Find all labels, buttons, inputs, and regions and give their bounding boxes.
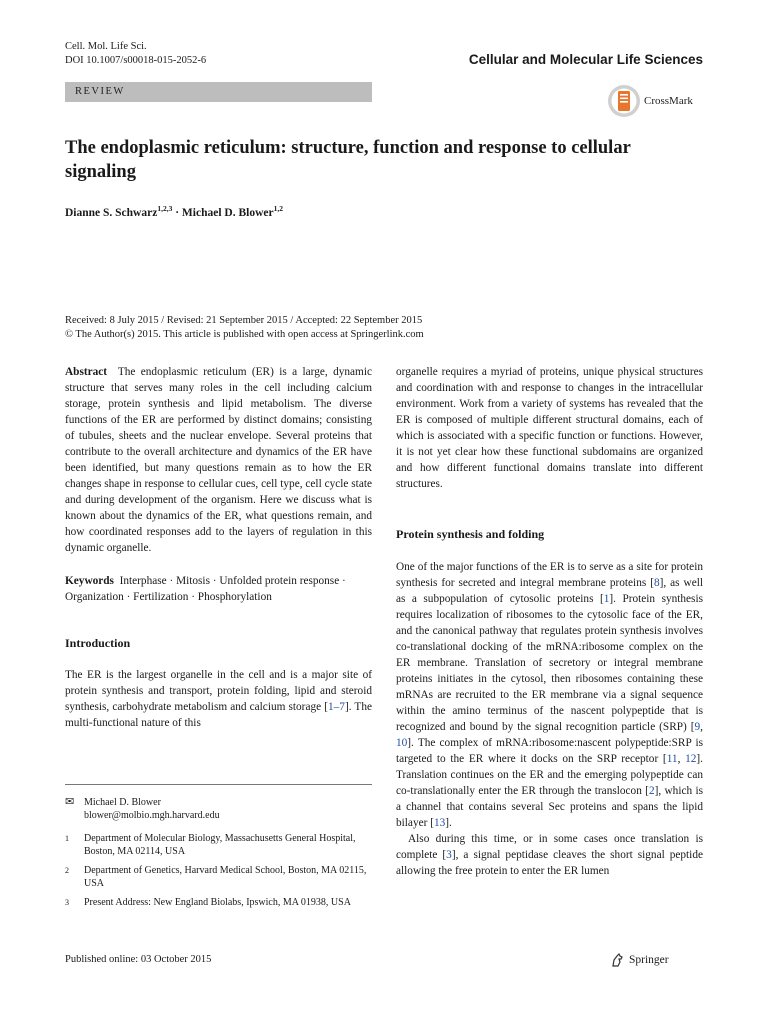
footnotes [65, 796, 372, 915]
author-list [65, 204, 283, 219]
corresponding-author [65, 796, 372, 822]
journal-abbrev: Cell. Mol. Life Sci. [65, 41, 147, 52]
doi-link[interactable]: DOI 10.1007/s00018-015-2052-6 [65, 55, 207, 66]
protein-synthesis-paragraph [396, 831, 703, 879]
citation-link[interactable]: 2 [648, 785, 655, 797]
author-name[interactable]: Michael D. Blower [181, 206, 274, 219]
introduction-paragraph [65, 667, 372, 731]
paragraph-text: ], as well as a subpopulation of cytosolic proteins [ [396, 577, 703, 605]
paragraph-text: ], a signal peptidase cleaves the short signal peptide allowing the free protein to enter the ER lumen [396, 849, 703, 877]
published-date: Published online: 03 October 2015 [65, 954, 212, 965]
contact-name: Michael D. Blower [84, 797, 161, 808]
article-dates: Received: 8 July 2015 / Revised: 21 September 2015 / Accepted: 22 September 2015 [65, 315, 423, 326]
affiliation-item [65, 896, 372, 909]
envelope-icon: ✉ [65, 796, 75, 808]
section-heading-protein-synthesis: Protein synthesis and folding [396, 527, 545, 541]
abstract-label: Abstract [65, 366, 108, 378]
affiliation-mark: 2 [65, 866, 69, 875]
paragraph-text: , [677, 753, 686, 765]
crossmark-badge[interactable] [607, 83, 703, 119]
abstract-text: The endoplasmic reticulum (ER) is a large, dynamic structure that serves many roles in the cell including calcium storage, protein synthesis and lipid metabolism. The diverse functions of the ER are performed by distinct domains; consisting of tubules, sheets and the nuclear envelope. Several proteins that contribute to the overall architecture and dynamics of the ER have been identified, but many questions remain as to how the ER changes shape in response to cellular cues, cell type, cell cycle state and during development of the organism. Here we discuss what is known about the dynamics of the ER, what questions remain, and how coordinated responses add to the layers of regulation in this dynamic organelle. [65, 366, 373, 554]
citation-link[interactable]: 8 [653, 577, 660, 589]
keywords-text: Interphase · Mitosis · Unfolded protein response · Organization · Fertilization · Phosphorylation [65, 575, 346, 603]
introduction-continued: organelle requires a myriad of proteins, unique physical structures and coordination with and response to changes in the intracellular environment. Work from a variety of systems has revealed that the ER is composed of multiple different structural domains, each of which is associated with a specific function or functions. However, it is not yet clear how these functional subdomains are organized and how different functional domains translate into different structures. [396, 366, 703, 490]
author-affiliation-mark: 1,2 [273, 204, 283, 213]
journal-name: Cellular and Molecular Life Sciences [468, 52, 703, 67]
paragraph-text: The ER is the largest organelle in the cell and is a major site of protein synthesis and transport, protein folding, lipid and steroid synthesis, carbohydrate metabolism and calcium storage [ [65, 669, 372, 713]
springer-horse-icon [610, 952, 626, 968]
affiliation-text: Present Address: New England Biolabs, Ipswich, MA 01938, USA [84, 897, 351, 908]
contact-email[interactable]: blower@molbio.mgh.harvard.edu [84, 810, 220, 821]
article-type-band: REVIEW [65, 82, 372, 102]
paragraph-text: , [700, 721, 703, 733]
footnote-divider [65, 784, 372, 785]
left-column [65, 364, 372, 731]
citation-link[interactable]: 10 [396, 737, 408, 749]
paragraph-text: ]. [445, 817, 452, 829]
paragraph-text: ]. Translation continues on the ER and the emerging polypeptide can co-translationally enter the ER through the translocon [ [396, 753, 703, 797]
affiliation-mark: 3 [65, 898, 69, 907]
article-title: The endoplasmic reticulum: structure, function and response to cellular signaling [65, 138, 631, 182]
citation-link[interactable]: 13 [433, 817, 446, 829]
citation-link[interactable]: 1–7 [327, 701, 345, 713]
citation-link[interactable]: 12 [685, 753, 697, 765]
protein-synthesis-paragraph [396, 559, 703, 831]
citation-link[interactable]: 1 [603, 593, 610, 605]
abstract [65, 364, 372, 556]
paragraph-text: ]. The complex of mRNA:ribosome:nascent polypeptide:SRP is targeted to the ER where it docks on the SRP receptor [ [396, 737, 703, 765]
right-column [396, 364, 703, 879]
affiliation-item [65, 832, 372, 858]
crossmark-icon [607, 84, 641, 118]
author-affiliation-mark: 1,2,3 [157, 204, 173, 213]
paragraph-text: ]. The multi-functional nature of this [65, 701, 372, 729]
author-separator: · [172, 206, 182, 219]
keywords-label: Keywords [65, 575, 114, 587]
article-history [65, 314, 424, 341]
publisher-logo[interactable] [610, 952, 669, 968]
publisher-name: Springer [629, 954, 669, 966]
affiliation-item [65, 864, 372, 890]
paragraph-text: One of the major functions of the ER is to serve as a site for protein synthesis for secreted and integral membrane proteins [ [396, 561, 703, 589]
affiliation-text: Department of Molecular Biology, Massachusetts General Hospital, Boston, MA 02114, USA [84, 833, 356, 857]
author-name[interactable]: Dianne S. Schwarz [65, 206, 158, 219]
citation-link[interactable]: 11 [666, 753, 678, 765]
section-heading-introduction: Introduction [65, 636, 131, 650]
citation-link[interactable]: 3 [446, 849, 452, 861]
crossmark-label: CrossMark [644, 95, 693, 107]
paragraph-text: ]. Protein synthesis requires localization of ribosomes to the cytosolic face of the ER, and the canonical pathway that regulates protein synthesis involves co-translational docking of the mRNA:ribosome complex on the ER membrane. Translation of secretory or integral membrane proteins initiates in the cytosol, then ribosomes containing these mRNAs are recruited to the ER membrane via a signal sequence within the amino terminus of the nascent polypeptide that is recognized and bound by the signal recognition particle (SRP) [ [396, 593, 703, 733]
affiliation-text: Department of Genetics, Harvard Medical School, Boston, MA 02115, USA [84, 865, 367, 889]
paragraph-text: ], which is a channel that contains several Sec proteins and spans the lipid bilayer [ [396, 785, 703, 829]
paragraph-text: Also during this time, or in some cases once translation is complete [ [396, 833, 703, 861]
keywords [65, 573, 372, 605]
affiliation-mark: 1 [65, 834, 69, 843]
citation-link[interactable]: 9 [694, 721, 701, 733]
copyright-line: © The Author(s) 2015. This article is published with open access at Springerlink.com [65, 328, 424, 340]
